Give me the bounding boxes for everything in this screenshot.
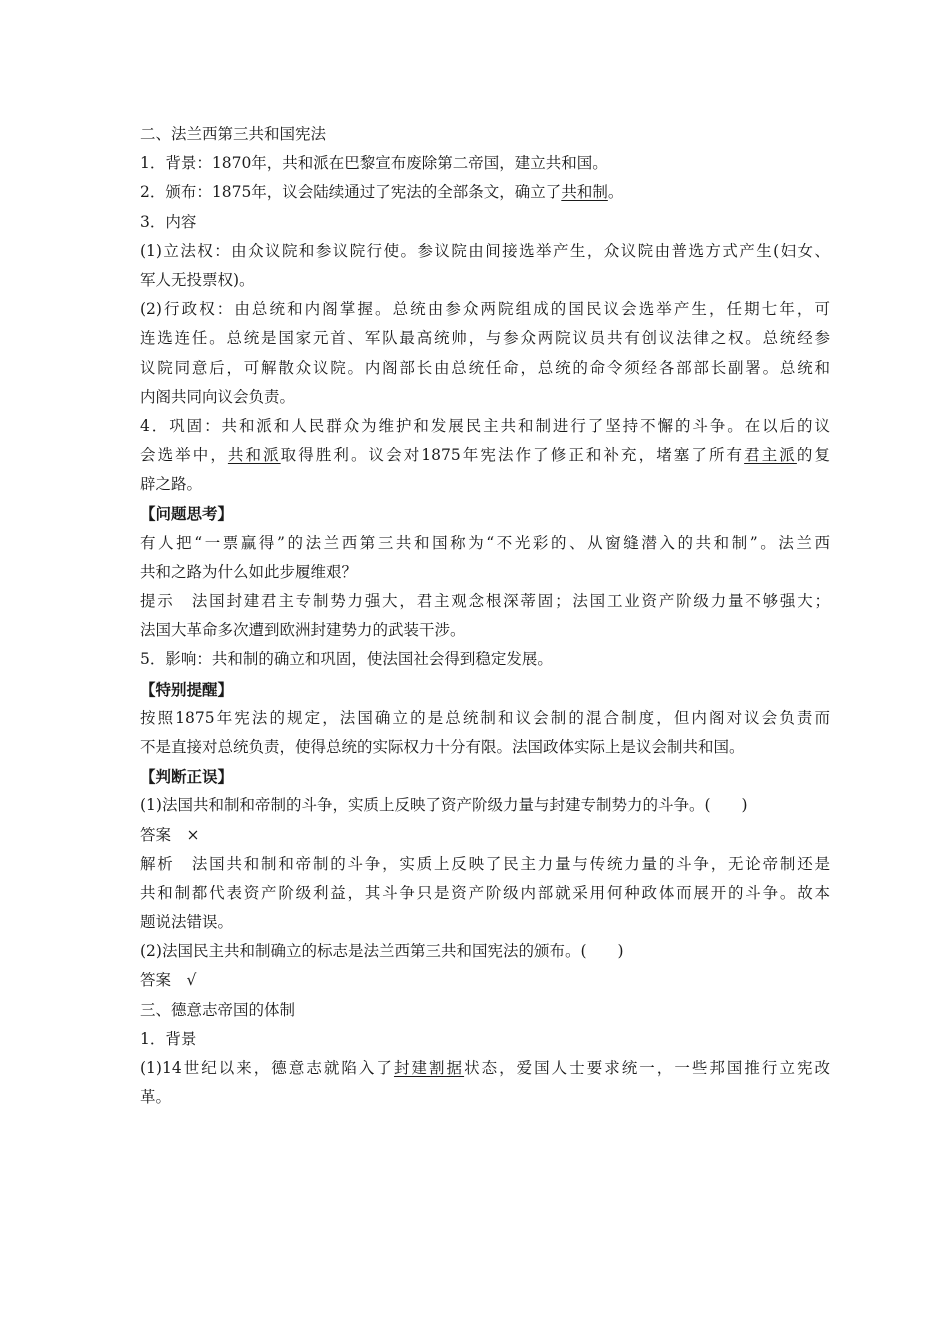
text-segment: 三、德意志帝国的体制 [140, 1000, 296, 1019]
text-segment: 1．背景 [140, 1029, 197, 1048]
text-segment: 答案 √ [140, 971, 197, 990]
text-segment: 提示 法国封建君主专制势力强大，君主观念根深蒂固；法国工业资产阶级力量不够强大； [140, 592, 830, 610]
text-line [140, 470, 830, 499]
text-segment: 议院同意后，可解散众议院。内阁部长由总统任命，总统的命令须经各部部长副署。总统和 [140, 358, 830, 377]
text-segment: 4．巩固：共和派和人民群众为维护和发展民主共和制进行了坚持不懈的斗争。在以后的议 [140, 416, 830, 435]
text-line [140, 529, 830, 558]
text-segment: 的复 [796, 446, 830, 465]
text-line [140, 850, 830, 879]
text-segment: 3．内容 [140, 212, 197, 231]
underlined-term: 共和派 [227, 446, 281, 465]
text-line [140, 791, 830, 820]
text-segment: 1．背景：1870年，共和派在巴黎宣布废除第二帝国，建立共和国。 [140, 154, 608, 173]
section-heading: 【问题思考】 [140, 504, 234, 524]
text-segment: 辟之路。 [140, 475, 203, 494]
section-heading: 【特别提醒】 [140, 679, 234, 699]
text-segment: (2)行政权：由总统和内阁掌握。总统由参众两院组成的国民议会选举产生，任期七年，可 [140, 300, 830, 319]
text-line [140, 966, 830, 995]
text-segment: 连选连任。总统是国家元首、军队最高统帅，与参众两院议员共有创议法律之权。总统经参 [140, 329, 830, 348]
section-heading: 【判断正误】 [140, 767, 234, 787]
underlined-term: 封建割据 [393, 1059, 465, 1077]
text-line [140, 587, 830, 616]
text-line [140, 558, 830, 587]
text-segment: 二、法兰西第三共和国宪法 [140, 125, 327, 143]
text-line [140, 295, 830, 324]
text-segment: 革。 [140, 1088, 172, 1107]
text-segment: 不是直接对总统负责，使得总统的实际权力十分有限。法国政体实际上是议会制共和国。 [140, 737, 745, 756]
underlined-term: 共和制 [561, 183, 608, 202]
text-line [140, 762, 830, 791]
underlined-term: 君主派 [744, 446, 797, 465]
text-line [140, 149, 830, 178]
text-line [140, 996, 830, 1025]
text-segment: (1)法国共和制和帝制的斗争，实质上反映了资产阶级力量与封建专制势力的斗争。( ) [140, 796, 748, 815]
text-segment: 内阁共同向议会负责。 [140, 387, 296, 406]
text-line [140, 937, 830, 966]
text-line [140, 616, 830, 645]
text-segment: 答案 × [140, 825, 200, 844]
text-line [140, 645, 830, 674]
text-line [140, 704, 830, 733]
text-segment: 2．颁布：1875年，议会陆续通过了宪法的全部条文，确立了 [140, 183, 562, 202]
text-line [140, 441, 830, 470]
text-segment: 解析 法国共和制和帝制的斗争，实质上反映了民主力量与传统力量的斗争，无论帝制还是 [140, 854, 830, 873]
text-line [140, 821, 830, 850]
text-segment: 会选举中， [140, 446, 228, 465]
text-line [140, 1083, 830, 1112]
text-segment: 法国大革命多次遭到欧洲封建势力的武装干涉。 [140, 621, 466, 640]
text-segment: (1)14世纪以来，德意志就陷入了 [140, 1059, 394, 1077]
text-line [140, 1025, 830, 1054]
text-segment: 状态，爱国人士要求统一，一些邦国推行立宪改 [464, 1059, 830, 1077]
text-line [140, 383, 830, 412]
text-segment: 题说法错误。 [140, 913, 234, 932]
text-segment: (2)法国民主共和制确立的标志是法兰西第三共和国宪法的颁布。( ) [140, 942, 624, 961]
text-segment: 共和之路为什么如此步履维艰？ [140, 562, 358, 581]
text-line [140, 120, 830, 149]
text-segment: 5．影响：共和制的确立和巩固，使法国社会得到稳定发展。 [140, 650, 553, 669]
text-line [140, 499, 830, 528]
text-segment: 取得胜利。议会对1875年宪法作了修正和补充，堵塞了所有 [280, 446, 745, 465]
text-segment: 有人把“一票赢得”的法兰西第三共和国称为“不光彩的、从窗缝潜入的共和制”。法兰西 [140, 533, 830, 552]
text-segment: 共和制都代表资产阶级利益，其斗争只是资产阶级内部就采用何种政体而展开的斗争。故本 [140, 883, 830, 902]
document-body [140, 120, 830, 1112]
text-line [140, 1054, 830, 1083]
text-line [140, 266, 830, 295]
text-line [140, 354, 830, 383]
text-line [140, 675, 830, 704]
text-line [140, 208, 830, 237]
text-segment: 按照1875年宪法的规定，法国确立的是总统制和议会制的混合制度，但内阁对议会负责而 [140, 708, 830, 727]
text-segment: 。 [607, 183, 624, 202]
text-segment: 军人无投票权)。 [140, 270, 255, 289]
text-line [140, 324, 830, 353]
text-line [140, 412, 830, 441]
text-line [140, 908, 830, 937]
text-line [140, 733, 830, 762]
text-line [140, 879, 830, 908]
text-line [140, 237, 830, 266]
text-segment: (1)立法权：由众议院和参议院行使。参议院由间接选举产生，众议院由普选方式产生(妇女、 [140, 241, 830, 260]
text-line [140, 178, 830, 207]
